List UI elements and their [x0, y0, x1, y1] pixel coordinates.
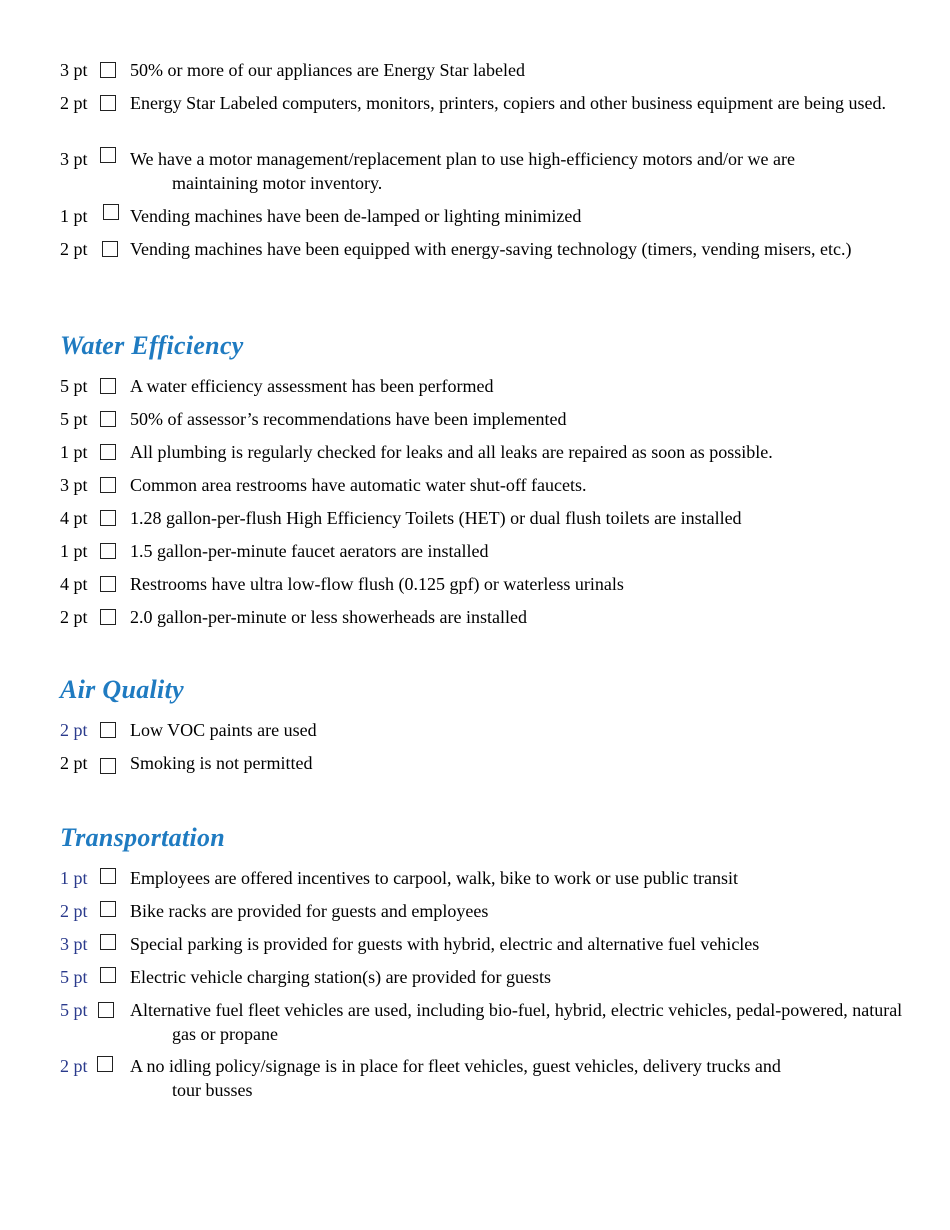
checkbox[interactable]: [98, 1002, 114, 1018]
points-label: 1 pt: [60, 442, 88, 462]
item-text: Restrooms have ultra low-flow flush (0.125 gpf) or waterless urinals: [130, 574, 624, 594]
transportation-items: [60, 866, 910, 1110]
transportation-section: [60, 820, 910, 856]
checklist-item: [60, 899, 910, 932]
checklist-item: [60, 998, 910, 1054]
checkbox[interactable]: [100, 722, 116, 738]
item-text: Special parking is provided for guests with hybrid, electric and alternative fuel vehicles: [130, 934, 760, 954]
checkbox[interactable]: [100, 868, 116, 884]
checklist-item: [60, 1054, 910, 1110]
checkbox[interactable]: [100, 609, 116, 625]
checkbox[interactable]: [100, 967, 116, 983]
points-label: 2 pt: [60, 93, 88, 113]
checkbox[interactable]: [100, 510, 116, 526]
points-label: 2 pt: [60, 753, 88, 773]
checkbox[interactable]: [100, 477, 116, 493]
checkbox[interactable]: [100, 901, 116, 917]
checkbox[interactable]: [100, 411, 116, 427]
checklist-item: [60, 965, 910, 998]
checkbox[interactable]: [100, 543, 116, 559]
points-label: 3 pt: [60, 934, 88, 954]
checkbox[interactable]: [100, 934, 116, 950]
item-text: 2.0 gallon-per-minute or less showerheads are installed: [130, 607, 528, 627]
points-label: 1 pt: [60, 206, 88, 226]
item-text: We have a motor management/replacement plan to use high-efficiency motors and/or we are maintaining motor inventory.: [130, 149, 795, 193]
section-heading: Water Efficiency: [60, 331, 244, 360]
checklist-item: [60, 572, 910, 605]
points-label: 3 pt: [60, 60, 88, 80]
checkbox[interactable]: [97, 1056, 113, 1072]
item-text: Employees are offered incentives to carpool, walk, bike to work or use public transit: [130, 868, 738, 888]
checkbox[interactable]: [100, 62, 116, 78]
air-quality-items: [60, 718, 910, 784]
item-text: A water efficiency assessment has been performed: [130, 376, 494, 396]
checklist-item: [60, 374, 910, 407]
energy-section: [60, 58, 910, 270]
points-label: 4 pt: [60, 574, 88, 594]
checkbox[interactable]: [100, 576, 116, 592]
points-label: 5 pt: [60, 376, 88, 396]
points-label: 3 pt: [60, 149, 88, 169]
item-text: 50% or more of our appliances are Energy Star labeled: [130, 60, 526, 80]
checklist-item: [60, 751, 910, 784]
checklist-item: [60, 58, 910, 91]
checkbox[interactable]: [100, 444, 116, 460]
checklist-item: [60, 473, 910, 506]
item-text: Vending machines have been de-lamped or lighting minimized: [130, 206, 582, 226]
checklist-item: [60, 718, 910, 751]
checkbox[interactable]: [100, 95, 116, 111]
checklist-item: [60, 605, 910, 638]
item-text: Energy Star Labeled computers, monitors, printers, copiers and other business equipment are being used.: [130, 93, 886, 113]
points-label: 1 pt: [60, 868, 88, 888]
section-heading: Air Quality: [60, 675, 184, 704]
points-label: 2 pt: [60, 607, 88, 627]
checklist-item: [60, 91, 910, 147]
item-text: 1.5 gallon-per-minute faucet aerators are installed: [130, 541, 489, 561]
item-text: Vending machines have been equipped with energy-saving technology (timers, vending misers, etc.): [130, 239, 852, 259]
checklist-item: [60, 539, 910, 572]
checkbox[interactable]: [100, 378, 116, 394]
checklist-item: [60, 147, 910, 204]
points-label: 5 pt: [60, 1000, 88, 1020]
item-text: Low VOC paints are used: [130, 720, 317, 740]
points-label: 4 pt: [60, 508, 88, 528]
item-text: Common area restrooms have automatic water shut-off faucets.: [130, 475, 587, 495]
water-efficiency-section: [60, 328, 910, 364]
section-heading: Transportation: [60, 823, 226, 852]
checkbox[interactable]: [100, 147, 116, 163]
checklist-item: [60, 407, 910, 440]
item-text: 50% of assessor’s recommendations have been implemented: [130, 409, 567, 429]
item-text: Bike racks are provided for guests and employees: [130, 901, 489, 921]
checklist-item: [60, 440, 910, 473]
points-label: 3 pt: [60, 475, 88, 495]
water-efficiency-items: [60, 374, 910, 638]
item-text: Smoking is not permitted: [130, 753, 313, 773]
checklist-item: [60, 506, 910, 539]
item-text: All plumbing is regularly checked for leaks and all leaks are repaired as soon as possible.: [130, 442, 773, 462]
item-text: Alternative fuel fleet vehicles are used, including bio-fuel, hybrid, electric vehicles, pedal-powered, natural gas or propane: [130, 1000, 903, 1044]
points-label: 2 pt: [60, 720, 88, 740]
air-quality-section: [60, 672, 910, 708]
checkbox[interactable]: [102, 241, 118, 257]
checklist-item: [60, 932, 910, 965]
points-label: 2 pt: [60, 901, 88, 921]
checkbox[interactable]: [103, 204, 119, 220]
item-text: 1.28 gallon-per-flush High Efficiency Toilets (HET) or dual flush toilets are installed: [130, 508, 742, 528]
points-label: 5 pt: [60, 967, 88, 987]
points-label: 2 pt: [60, 1056, 88, 1076]
checkbox[interactable]: [100, 758, 116, 774]
points-label: 1 pt: [60, 541, 88, 561]
item-text: A no idling policy/signage is in place for fleet vehicles, guest vehicles, delivery trucks and tour busses: [130, 1056, 781, 1100]
checklist-item: [60, 204, 910, 237]
checklist-item: [60, 866, 910, 899]
points-label: 2 pt: [60, 239, 88, 259]
points-label: 5 pt: [60, 409, 88, 429]
item-text: Electric vehicle charging station(s) are provided for guests: [130, 967, 552, 987]
checklist-item: [60, 237, 910, 270]
